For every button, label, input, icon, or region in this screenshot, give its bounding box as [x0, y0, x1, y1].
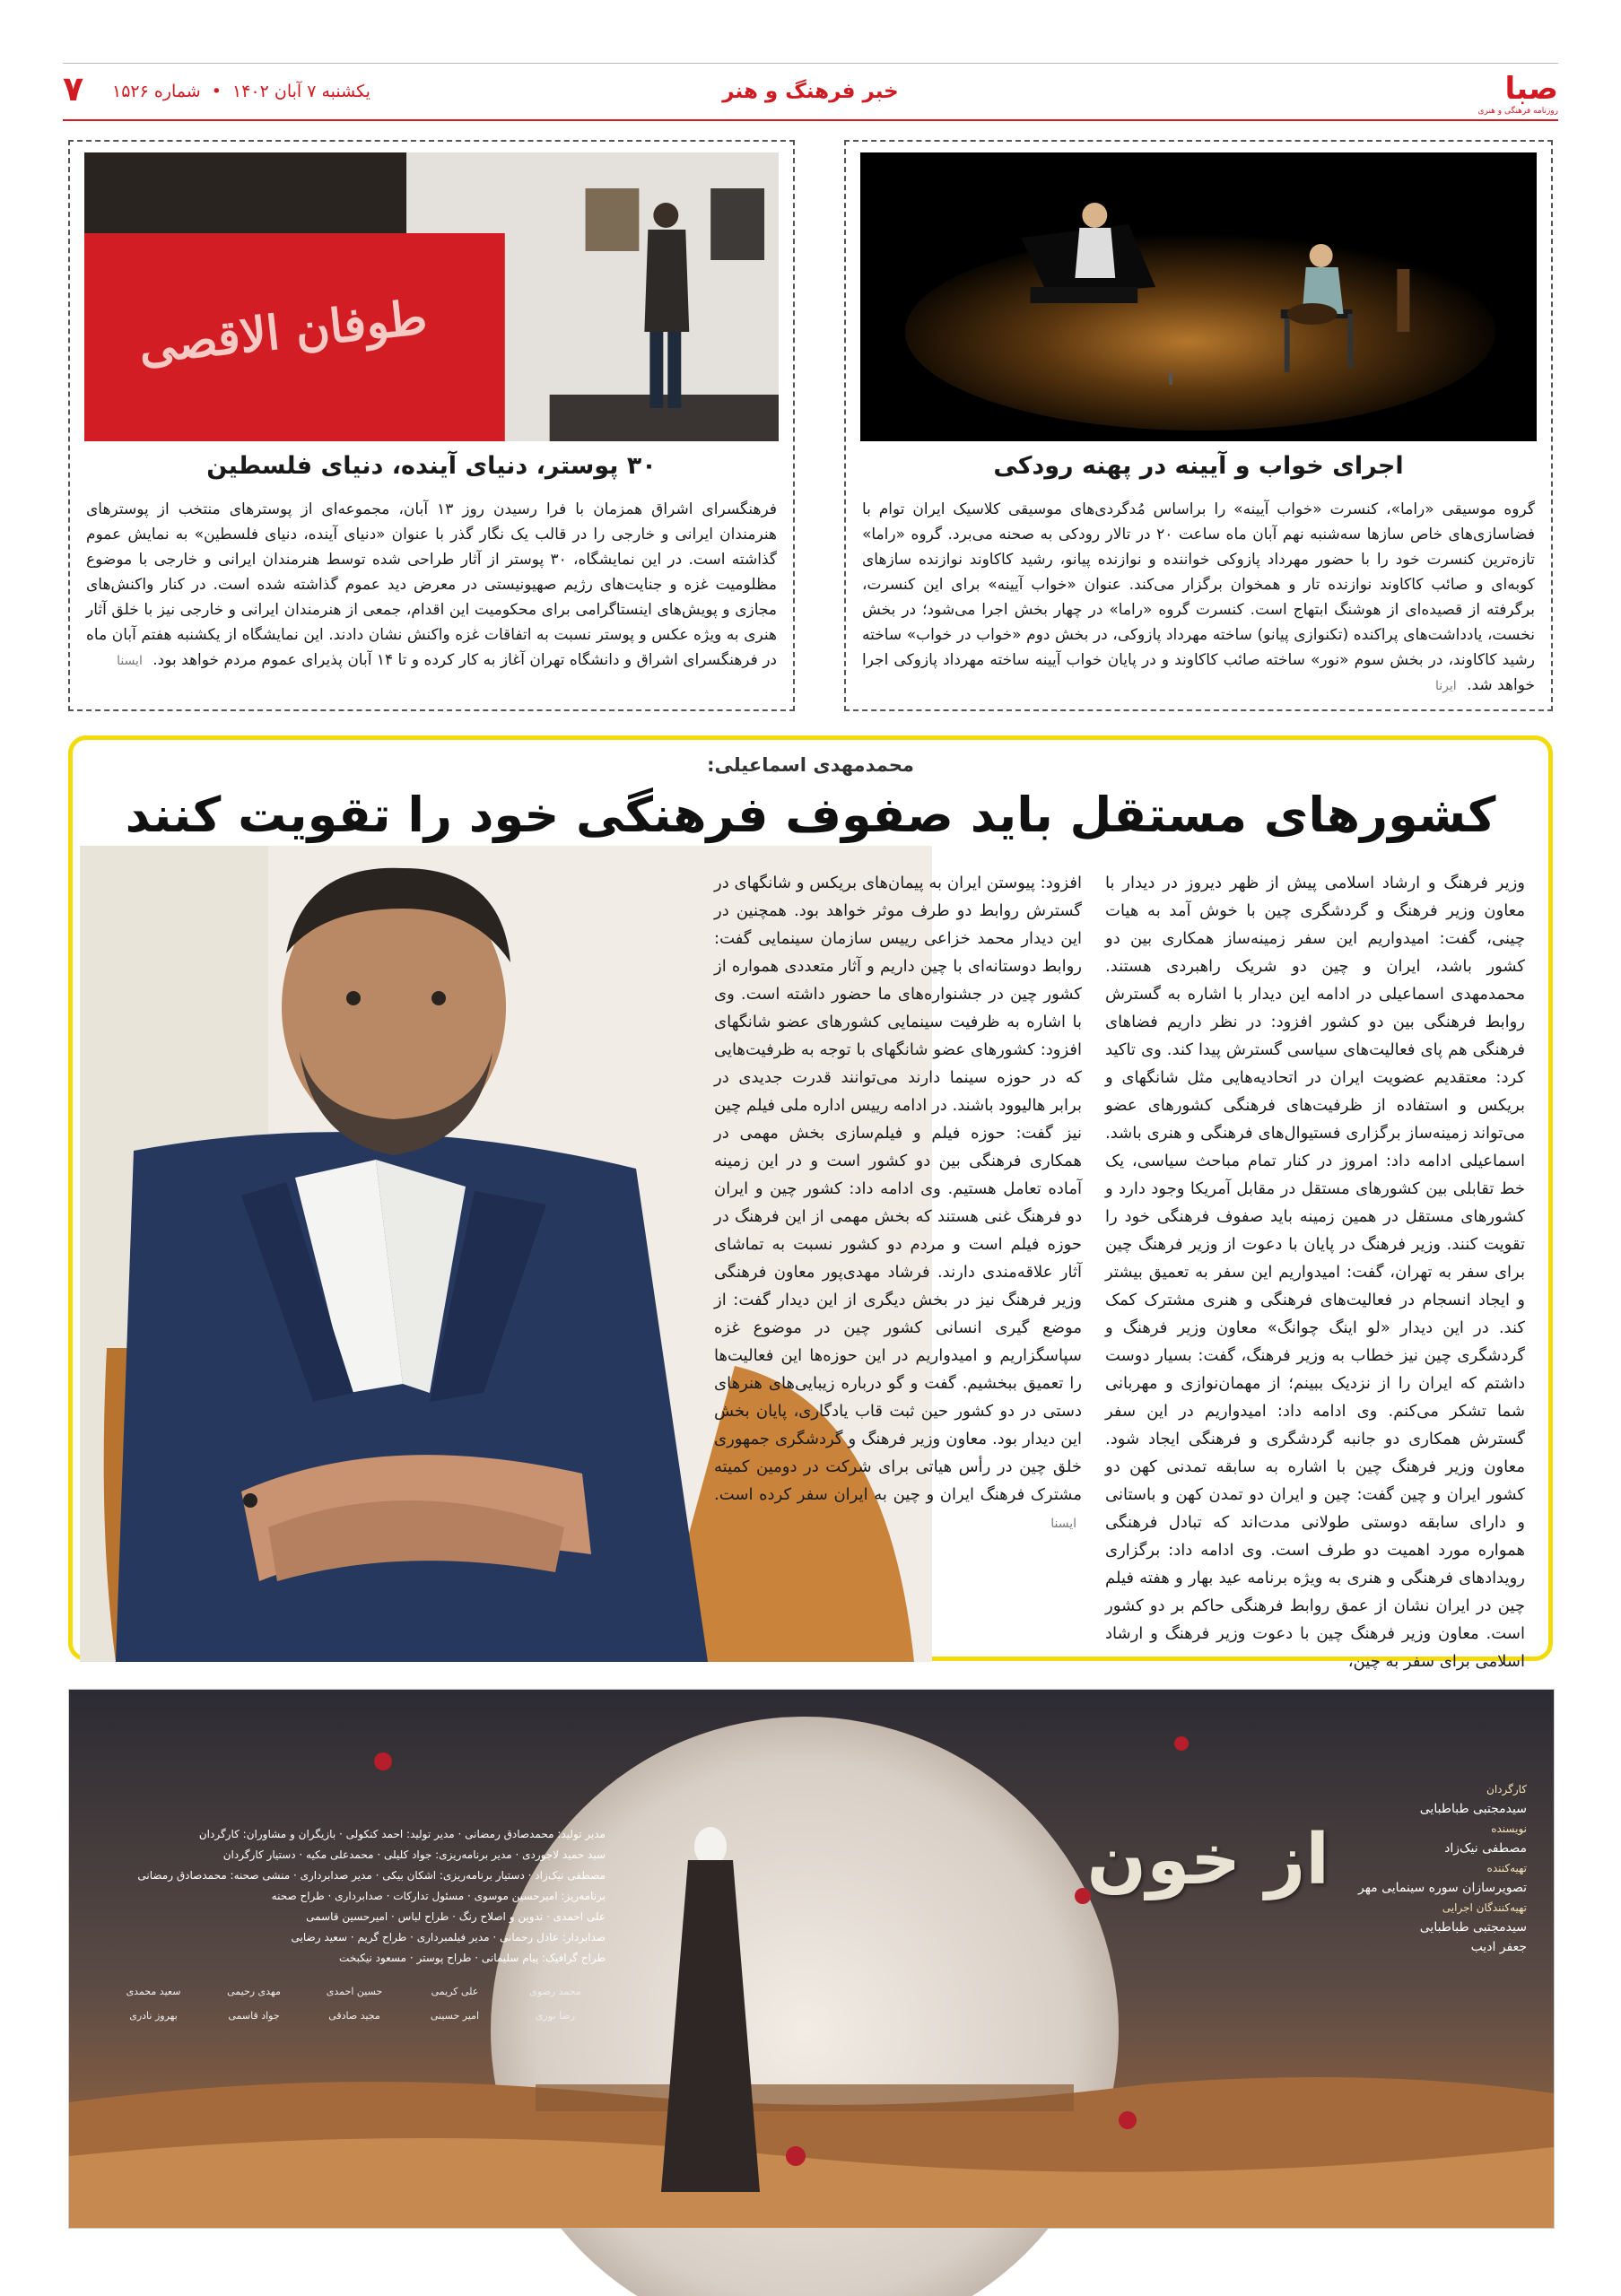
- credit-role: نویسنده: [1491, 1822, 1527, 1835]
- cast-name: جواد قاسمی: [228, 2010, 280, 2022]
- poster-credits-main: [1312, 1779, 1527, 1957]
- cast-name: سعید محمدی: [126, 1986, 181, 1997]
- cast-name: امیر حسینی: [430, 2010, 480, 2022]
- cast-name: محمد رضوی: [529, 1986, 581, 1997]
- interview-column-1: وزیر فرهنگ و ارشاد اسلامی پیش از ظهر دیروز در دیدار با معاون وزیر فرهنگ و گردشگری چین با خوش آمد به هیات چینی، گفت: امیدواریم این سفر زمینه‌ساز همکاری بین دو کشور باشد، ایران و چین دو شریک راهبردی هستند. محمدمهدی اسماعیلی در ادامه این دیدار با اشاره به گسترش روابط فرهنگی بین دو کشور افزود: در نظر داریم فضاهای فرهنگی هم پای فعالیت‌های سیاسی گسترش پیدا کند. وی تاکید کرد: معتقدیم عضویت ایران در اتحادیه‌هایی مثل شانگهای و بریکس و استفاده از ظرفیت‌های فرهنگی کشورهای عضو می‌تواند زمینه‌ساز برگزاری فستیوال‌های فرهنگی و هنری باشد. اسماعیلی ادامه داد: امروز در کنار تمام مباحث سیاسی، یک خط تقابلی بین کشورهای مستقل در مقابل آمریکا وجود دارد و کشورهای مستقل در همین زمینه باید صفوف فرهنگی خود را تقویت کنند. وزیر فرهنگ در پایان با دعوت از وزیر فرهنگ چین برای سفر به تهران، گفت: امیدواریم این سفر به تعمیق بیشتر و ایجاد انسجام در فعالیت‌های فرهنگی و هنری مشترک کمک کند. در این دیدار «لو اینگ چوانگ» معاون وزیر فرهنگ و گردشگری چین نیز خطاب به وزیر فرهنگ، گفت: بسیار دوست داشتم که ایران را از نزدیک ببینم؛ از مهمان‌نوازی و مهربانی شما تشکر می‌کنم. وی ادامه داد: امیدواریم در این سفر گسترش همکاری دو جانبه گردشگری و فرهنگی ایجاد شود. معاون وزیر فرهنگ چین با اشاره به سابقه تمدنی کهن دو کشور ایران و چین گفت: چین و ایران دو تمدن کهن و باستانی و دارای سابقه دوستی طولانی مدت‌اند که تبادل فرهنگی همواره مورد اهمیت دو طرف است. وی ادامه داد: برگزاری رویدادهای فرهنگی و هنری به ویژه برنامه عید بهار و هفته فیلم چین در ایران نشان از عمق روابط فرهنگی حاکم بر دو کشور است. معاون وزیر فرهنگ چین با دعوت وزیر فرهنگ و ارشاد اسلامی برای سفر به چین،: [1105, 874, 1525, 1671]
- credit-name: جعفر ادیب: [1470, 1940, 1527, 1954]
- article-title: ۳۰ پوستر، دنیای آینده، دنیای فلسطین: [206, 452, 657, 480]
- news-source: ایسنا: [117, 654, 143, 668]
- article-poster-exhibition: [68, 140, 795, 711]
- article-title: اجرای خواب و آیینه در پهنه رودکی: [993, 452, 1404, 480]
- cast-name: حسین احمدی: [326, 1986, 383, 1997]
- interview-headline: کشورهای مستقل باید صفوف فرهنگی خود را تقویت کنند: [125, 787, 1496, 843]
- cast-grid: [103, 1981, 606, 2026]
- credit-name: سیدمجتبی طباطبایی: [1419, 1802, 1527, 1816]
- news-source: ایسنا: [1050, 1517, 1076, 1531]
- cast-name: علی کریمی: [431, 1986, 479, 1997]
- interview-column-2: [714, 869, 1082, 1538]
- credit-role: تهیه‌کننده: [1486, 1862, 1527, 1874]
- crew-row: برنامه‌ریز: امیرحسین موسوی · مسئول تدارکات · صدابرداری · طراح صحنه: [271, 1890, 606, 1902]
- concert-photo: [860, 152, 1537, 441]
- credit-role: تهیه‌کنندگان اجرایی: [1442, 1901, 1527, 1914]
- crew-row: سید حمید لاجوردی · مدیر برنامه‌ریزی: جواد کلیلی · محمدعلی مکیه · دستیار کارگردان: [222, 1848, 606, 1861]
- column-text: افزود: پیوستن ایران به پیمان‌های بریکس و شانگهای در گسترش روابط دو طرف موثر خواهد بود. همچنین در این دیدار محمد خزاعی رییس سازمان سینمایی گفت: روابط دوستانه‌ای با چین داریم و آثار متعددی همواره از کشور چین در جشنواره‌های ما حضور داشته است. وی با اشاره به ظرفیت سینمایی کشورهای عضو شانگهای افزود: کشورهای عضو شانگهای با توجه به ظرفیت‌هایی که در حوزه سینما دارند می‌توانند قدرت جدیدی در برابر هالیوود باشند. در ادامه رییس اداره ملی فیلم چین نیز گفت: حوزه فیلم و فیلم‌سازی بخش مهمی در همکاری فرهنگی بین دو کشور است و در این زمینه آماده تعامل هستیم. وی ادامه داد: کشور چین و ایران دو فرهنگ غنی هستند که بخش مهمی از این فرهنگ در حوزه فیلم است و مردم دو کشور نسبت به تماشای آثار علاقه‌مندی دارند. فرشاد مهدی‌پور معاون فرهنگی وزیر فرهنگ نیز در بخش دیگری از این دیدار گفت: از موضع گیری انسانی کشور چین در موضوع غزه سپاسگزاریم و امیدواریم در این حوزه‌ها این فعالیت‌ها را تعمیق ببخشیم. گفت و گو درباره زیبایی‌های هنرهای دستی در دو کشور حین ثبت قاب یادگاری، پایان بخش این دیدار بود. معاون وزیر فرهنگ و گردشگری جمهوری خلق چین در رأس هیاتی برای شرکت در دومین کمیته مشترک فرهنگ ایران و چین به ایران سفر کرده است.: [714, 874, 1082, 1504]
- article-text: فرهنگسرای اشراق همزمان با فرا رسیدن روز ۱۳ آبان، مجموعه‌ای از پوسترهای منتخب از پوسترهای هنرمندان ایرانی و خارجی را در قالب یک نگار گذر با عنوان «دنیای آینده، دنیای فلسطین» به نمایش عموم گذاشته است. در این نمایشگاه، ۳۰ پوستر از آثار طراحی شده توسط هنرمندان ایرانی و خارجی با موضوع مظلومیت غزه و جنایت‌های رژیم صهیونیستی در معرض دید عموم گذاشته شده است. در کنار واکنش‌های مجازی و پویش‌های اینستاگرامی برای محکومیت این اقدام، جمعی از هنرمندان ایرانی و خارجی نیز با خلق آثار هنری به ویژه عکس و پوستر نسبت به اتفاقات غزه واکنش نشان دادند. این نمایشگاه از یکشنبه هفتم آبان ماه در فرهنگسرای اشراق و دانشگاه تهران آغاز به کار کرده و تا ۱۴ آبان پذیرای عموم مردم خواهد بود.: [86, 500, 777, 669]
- cast-name: مهدی رحیمی: [227, 1986, 281, 1997]
- poster-title: از خون: [1086, 1820, 1329, 1900]
- crew-row: صدابردار: عادل رحمانی · مدیر فیلمبرداری · طراح گریم · سعید رضایی: [291, 1931, 606, 1944]
- main-interview: [68, 735, 1553, 1671]
- issue-number: شماره ۱۵۲۶: [112, 82, 201, 101]
- crew-row: مصطفی نیک‌زاد · دستیار برنامه‌ریزی: اشکان بیکی · مدیر صدابرداری · منشی صحنه: محمدصادق رمضانی: [137, 1869, 606, 1882]
- exhibition-photo: [84, 152, 779, 441]
- crew-row: علی احمدی · تدوین و اصلاح رنگ · طراح لباس · امیرحسین قاسمی: [306, 1910, 606, 1923]
- page-number: ۷: [63, 69, 84, 109]
- article-body: [862, 497, 1535, 699]
- cast-name: مجید صادقی: [328, 2010, 380, 2022]
- article-text: گروه موسیقی «راما»، کنسرت «خواب آیینه» را براساس مُدگردی‌های موسیقی کلاسیک ایران توام با فضاسازی‌های خاص سازها سه‌شنبه نهم آبان ماه ساعت ۲۰ در تالار رودکی به صحنه می‌برد. گروه «راما» تازه‌ترین کنسرت خود را با حضور مهرداد پازوکی خواننده و نوازنده پیانو، رشید کاکاوند نوازنده سازهای کوبه‌ای و صائب کاکاوند نوازنده تار و همخوان برگزار می‌کند. عنوان «خواب آیینه» برای این کنسرت، برگرفته از قصیده‌ای از هوشنگ ابتهاج است. کنسرت گروه «راما» در چهار بخش اجرا می‌شود؛ در بخش نخست، یادداشت‌های پراکنده (تکنوازی پیانو) ساخته مهرداد پازوکی، در بخش دوم «خواب در خواب» ساخته رشید کاکاوند، در بخش سوم «نور» ساخته صائب کاکاوند و در پایان خواب آیینه ساخته مهرداد پازوکی اجرا خواهد شد.: [862, 500, 1535, 694]
- bullet-dot: •: [211, 82, 222, 101]
- exhibition-banner-text: طوفان الاقصی: [135, 290, 430, 375]
- news-source: ایرنا: [1435, 679, 1457, 693]
- crew-row: طراح گرافیک: پیام سلیمانی · طراح پوستر · مسعود نیکبخت: [339, 1952, 606, 1964]
- credit-name: سیدمجتبی طباطبایی: [1419, 1920, 1527, 1935]
- issue-info: [109, 82, 373, 101]
- poster-credits-crew: [103, 1824, 606, 2026]
- newspaper-logo: صبا: [1504, 71, 1558, 107]
- credit-name: تصویرسازان سوره سینمایی مهر: [1357, 1881, 1527, 1895]
- article-body: [86, 497, 777, 674]
- section-title: خبر فرهنگ و هنر: [722, 80, 899, 103]
- interview-kicker: محمدمهدی اسماعیلی:: [707, 754, 914, 776]
- newspaper-tagline: روزنامه فرهنگی و هنری: [1477, 107, 1558, 116]
- cast-name: بهروز نادری: [129, 2010, 178, 2022]
- crew-row: مدیر تولید: محمدصادق رمضانی · مدیر تولید: احمد کنکولی · بازیگران و مشاوران: کارگردان: [198, 1828, 606, 1840]
- film-poster: [68, 1689, 1555, 2229]
- credit-role: کارگردان: [1486, 1783, 1527, 1796]
- page-header: [63, 63, 1558, 121]
- cast-name: رضا نوری: [535, 2010, 576, 2022]
- credit-name: مصطفی نیک‌زاد: [1444, 1841, 1527, 1856]
- article-concert: [844, 140, 1553, 711]
- issue-date: یکشنبه ۷ آبان ۱۴۰۲: [232, 82, 370, 101]
